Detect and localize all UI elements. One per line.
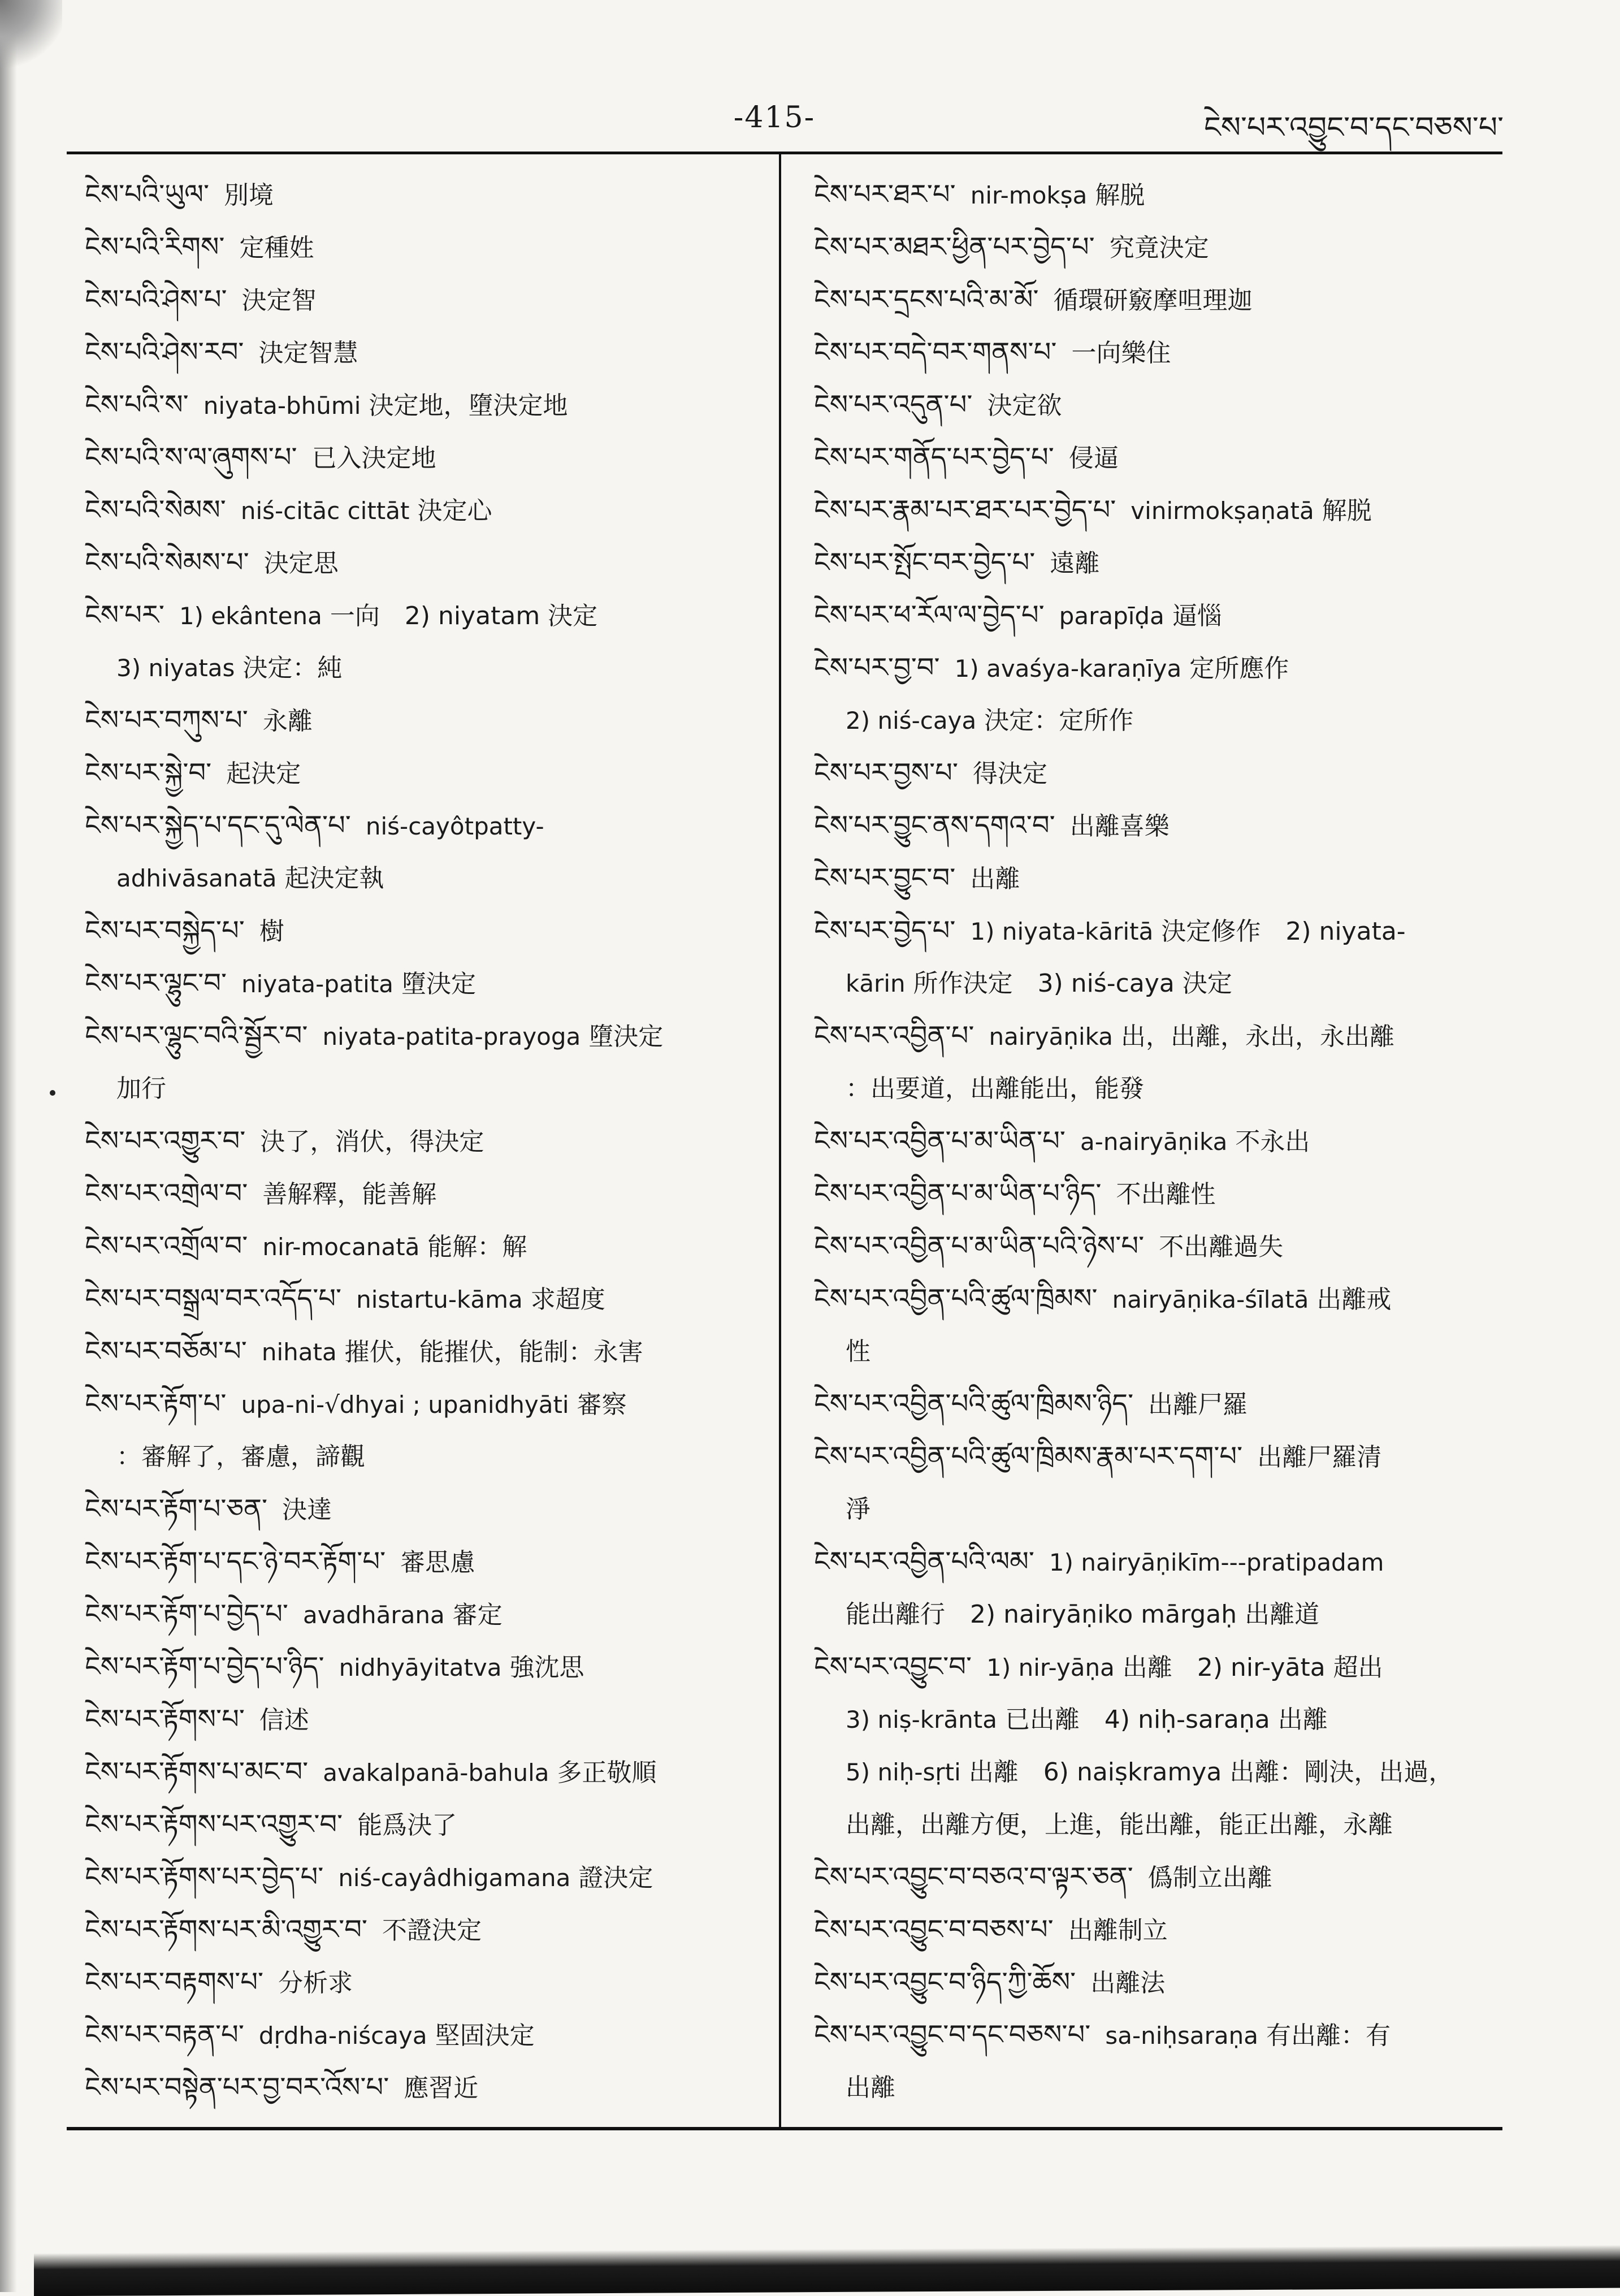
- chinese-gloss: 樹: [259, 917, 284, 946]
- dictionary-entry: [814, 1851, 1498, 1904]
- sanskrit-equivalent: 1) avaśya-karaṇīya: [954, 655, 1182, 682]
- chinese-gloss: 僞制立出離: [1147, 1863, 1272, 1892]
- dictionary-entry: [85, 537, 763, 589]
- dictionary-entry: [85, 221, 763, 274]
- tibetan-headword: ངེས་པར་མཐར་ཕྱིན་པར་བྱེད་པ་: [814, 231, 1095, 263]
- dictionary-entry: [85, 1536, 763, 1588]
- bottom-rule: [67, 2127, 1502, 2130]
- tibetan-headword: ངེས་པར་བསྒྲལ་བར་འདོད་པ་: [85, 1283, 342, 1315]
- dictionary-entry: [85, 168, 763, 221]
- tibetan-headword: ངེས་པར་བཅོམ་པ་: [85, 1335, 247, 1367]
- dictionary-entry: [85, 957, 763, 1010]
- dictionary-entry: [85, 326, 763, 379]
- dictionary-entry: [85, 1378, 763, 1430]
- tibetan-headword: ངེས་པར་བཀུས་པ་: [85, 704, 248, 736]
- sanskrit-equivalent: 3) niṣ-krānta: [846, 1706, 997, 1733]
- sanskrit-equivalent: nidhyāyitatva: [339, 1654, 502, 1681]
- tibetan-headword: ངེས་པར་བརྟན་པ་: [85, 2019, 244, 2051]
- dictionary-entry: [814, 1273, 1498, 1325]
- tibetan-headword: ངེས་པར་བྱ་བ་: [814, 652, 940, 684]
- dictionary-entry: [85, 799, 763, 852]
- chinese-gloss: 解脱: [1095, 181, 1145, 210]
- tibetan-headword: ངེས་པར་བྱུང་བ་: [814, 862, 956, 894]
- chinese-gloss: 不出離性: [1116, 1180, 1216, 1209]
- entry-continuation-line: [814, 694, 1498, 747]
- dictionary-entry: [814, 747, 1498, 799]
- sanskrit-equivalent: niyata-patita: [241, 970, 394, 998]
- tibetan-headword: ངེས་པར་གནོད་པར་བྱེད་པ་: [814, 442, 1054, 473]
- chinese-gloss: 解脱: [1322, 496, 1372, 525]
- sanskrit-equivalent: 1) nairyāṇikīm---pratipadam: [1049, 1549, 1384, 1576]
- dictionary-entry: [85, 2061, 763, 2114]
- tibetan-headword: ངེས་པར་འབྱིན་པ་མ་ཡིན་པ་: [814, 1125, 1065, 1157]
- chinese-gloss: 審思慮: [400, 1548, 475, 1577]
- tibetan-headword: ངེས་པར་རྟོག་པ་བྱེད་པ་ཉིད་: [85, 1651, 324, 1683]
- tibetan-headword: ངེས་པར་རྟོགས་པར་མི་འགྱུར་བ་: [85, 1914, 368, 1945]
- scan-shadow-left: [0, 0, 17, 2292]
- chinese-gloss: 強沈思: [509, 1653, 584, 1682]
- chinese-gloss: 起決定執: [284, 864, 384, 893]
- sanskrit-equivalent: niś-cayâdhigamana: [338, 1864, 571, 1892]
- dictionary-entry: [85, 431, 763, 484]
- chinese-gloss: 一向樂住: [1071, 339, 1171, 367]
- dictionary-entry: [814, 642, 1498, 694]
- tibetan-headword: ངེས་པའི་སེམས་པ་: [85, 547, 249, 578]
- sanskrit-equivalent: 1) nir-yāṇa: [986, 1654, 1115, 1681]
- chinese-gloss: 決達: [282, 1495, 332, 1524]
- dictionary-entry: [85, 1325, 763, 1378]
- chinese-gloss: 出離: [970, 864, 1020, 893]
- chinese-gloss: 決定思: [263, 549, 339, 578]
- entry-continuation-line: [814, 1483, 1498, 1536]
- chinese-gloss: 遠離: [1050, 549, 1100, 578]
- dictionary-entry: [814, 326, 1498, 379]
- tibetan-headword: ངེས་པར་: [85, 599, 164, 631]
- entry-continuation-line: [85, 1062, 763, 1115]
- sanskrit-equivalent: niyata-patita-prayoga: [322, 1023, 581, 1050]
- dictionary-entry: [814, 537, 1498, 589]
- dictionary-entry: [814, 1010, 1498, 1062]
- scan-shadow-corner: [0, 0, 62, 68]
- chinese-gloss: 審定: [452, 1601, 503, 1629]
- chinese-gloss: 定所應作: [1189, 654, 1289, 683]
- tibetan-headword: ངེས་པར་རྟོག་པ་བྱེད་པ་: [85, 1598, 289, 1630]
- tibetan-headword: ངེས་པར་རྟོག་པ་: [85, 1388, 227, 1420]
- chinese-gloss: 應習近: [404, 2074, 479, 2103]
- left-column: [85, 168, 763, 2114]
- chinese-gloss: 決定修作 2) niyata-: [1161, 917, 1406, 946]
- tibetan-headword: ངེས་པའི་རིགས་: [85, 231, 225, 263]
- dictionary-entry: [85, 379, 763, 431]
- chinese-gloss: 起決定: [226, 759, 301, 788]
- tibetan-headword: ངེས་པར་བསྐྱེད་པ་: [85, 915, 245, 946]
- sanskrit-equivalent: niyata-bhūmi: [203, 392, 361, 420]
- chinese-gloss: 出離: [846, 2073, 895, 2102]
- dictionary-entry: [85, 1904, 763, 1956]
- chinese-gloss: 別境: [224, 181, 274, 210]
- entry-continuation-line: [814, 2061, 1498, 2114]
- dictionary-entry: [814, 589, 1498, 642]
- tibetan-headword: ངེས་པར་རྟོགས་པ་: [85, 1703, 245, 1735]
- entry-continuation-line: [814, 957, 1498, 1010]
- chinese-gloss: 不證決定: [382, 1916, 482, 1945]
- tibetan-headword: ངེས་པར་རྟོག་པ་ཅན་: [85, 1493, 268, 1525]
- chinese-gloss: 有出離：有: [1266, 2021, 1391, 2050]
- tibetan-headword: ངེས་པར་བརྟགས་པ་: [85, 1966, 264, 1998]
- tibetan-headword: ངེས་པར་འབྱིན་པ་མ་ཡིན་པ་ཉིད་: [814, 1178, 1102, 1209]
- tibetan-headword: ངེས་པར་རྟོགས་པར་འགྱུར་བ་: [85, 1809, 343, 1840]
- chinese-gloss: 出離法: [1090, 1969, 1166, 1997]
- dictionary-entry: [814, 905, 1498, 957]
- chinese-gloss: 出離尸羅清: [1257, 1443, 1382, 1472]
- chinese-gloss: ：出要道，出離能出，能發: [846, 1074, 1144, 1103]
- tibetan-headword: ངེས་པར་བསྟེན་པར་བྱ་བར་འོས་པ་: [85, 2072, 389, 2103]
- chinese-gloss: 能出離行 2) nairyāṇiko mārgaḥ 出離道: [846, 1600, 1320, 1629]
- tibetan-headword: ངེས་པར་རྟོགས་པར་བྱེད་པ་: [85, 1861, 324, 1893]
- chinese-gloss: 多正敬順: [557, 1758, 657, 1787]
- chinese-gloss: 不出離過失: [1159, 1233, 1284, 1261]
- dictionary-entry: [814, 379, 1498, 431]
- dictionary-entry: [814, 431, 1498, 484]
- sanskrit-equivalent: nihata: [261, 1338, 337, 1366]
- dictionary-entry: [814, 1378, 1498, 1430]
- tibetan-headword: ངེས་པའི་ཡུལ་: [85, 179, 210, 210]
- sanskrit-equivalent: 1) niyata-kāritā: [970, 918, 1154, 945]
- chinese-gloss: 出離 6) naiṣkramya 出離：剛決，出過，: [968, 1758, 1454, 1787]
- sanskrit-equivalent: 3) niyatas: [116, 654, 235, 682]
- dictionary-entry: [85, 1588, 763, 1641]
- entry-continuation-line: [814, 1798, 1498, 1851]
- tibetan-headword: ངེས་པར་ལྷུང་བའི་སྦྱོར་བ་: [85, 1020, 308, 1052]
- sanskrit-equivalent: 5) niḥ-sṛti: [846, 1758, 961, 1786]
- chinese-gloss: 逼惱: [1172, 602, 1222, 630]
- scan-shadow-bottom: [34, 2245, 1620, 2296]
- chinese-gloss: 能爲決了: [357, 1811, 457, 1840]
- chinese-gloss: 不永出: [1235, 1127, 1310, 1156]
- tibetan-headword: ངེས་པར་ལྷུང་བ་: [85, 967, 227, 999]
- sanskrit-equivalent: sa-niḥsaraṇa: [1105, 2022, 1258, 2049]
- chinese-gloss: 一向 2) niyatam 決定: [330, 602, 598, 630]
- tibetan-headword: ངེས་པར་ཐར་པ་: [814, 179, 956, 210]
- dictionary-entry: [814, 1220, 1498, 1273]
- dictionary-entry: [85, 1641, 763, 1693]
- dictionary-entry: [85, 1115, 763, 1168]
- tibetan-headword: ངེས་པའི་ས་: [85, 389, 189, 421]
- dictionary-entry: [814, 168, 1498, 221]
- dictionary-entry: [814, 484, 1498, 537]
- dictionary-entry: [85, 694, 763, 747]
- dictionary-entry: [85, 1798, 763, 1851]
- chinese-gloss: 出離 2) nir-yāta 超出: [1122, 1653, 1383, 1682]
- sanskrit-equivalent: avadhārana: [303, 1601, 445, 1629]
- dictionary-entry: [85, 1483, 763, 1536]
- tibetan-headword: ངེས་པར་འབྱིན་པའི་ཚུལ་ཁྲིམས་ཉིད་: [814, 1388, 1134, 1420]
- chinese-gloss: 出離尸羅: [1148, 1390, 1248, 1419]
- dictionary-entry: [814, 1115, 1498, 1168]
- tibetan-headword: ངེས་པར་འབྱིན་པའི་ཚུལ་ཁྲིམས་: [814, 1283, 1098, 1315]
- sanskrit-equivalent: nir-mocanatā: [262, 1233, 420, 1261]
- chinese-gloss: 出離制立: [1068, 1916, 1168, 1945]
- chinese-gloss: 性: [846, 1337, 870, 1366]
- chinese-gloss: 能解：解: [427, 1233, 527, 1261]
- dictionary-entry: [85, 1851, 763, 1904]
- sanskrit-equivalent: adhivāsanatā: [116, 864, 277, 892]
- running-head: ངེས་པར་འབྱུང་བ་དང་བཅས་པ་: [1203, 111, 1504, 145]
- dictionary-entry: [85, 747, 763, 799]
- chinese-gloss: 分析求: [278, 1969, 353, 1997]
- sanskrit-equivalent: nairyāṇika: [989, 1023, 1113, 1050]
- top-rule: [67, 152, 1502, 154]
- tibetan-headword: ངེས་པར་བྱས་པ་: [814, 757, 959, 789]
- chinese-gloss: 定種姓: [239, 234, 314, 262]
- chinese-gloss: 出離，出離方便，上進，能出離，能正出離，永離: [846, 1810, 1393, 1839]
- chinese-gloss: 墮決定: [588, 1022, 664, 1051]
- chinese-gloss: 決了，消伏，得決定: [260, 1127, 484, 1156]
- tibetan-headword: ངེས་པར་འགྲོལ་བ་: [85, 1230, 248, 1262]
- dictionary-entry: [85, 274, 763, 326]
- tibetan-headword: ངེས་པའི་ཤེས་རབ་: [85, 336, 244, 368]
- entry-continuation-line: [85, 642, 763, 694]
- page-number: -415-: [733, 101, 816, 135]
- stray-mark: [50, 1090, 55, 1096]
- sanskrit-equivalent: avakalpanā-bahula: [323, 1759, 549, 1787]
- tibetan-headword: ངེས་པར་ཕ་རོལ་ལ་བྱེད་པ་: [814, 599, 1045, 631]
- chinese-gloss: 決定地，墮決定地: [369, 391, 568, 420]
- dictionary-entry: [85, 905, 763, 957]
- chinese-gloss: 善解釋，能善解: [262, 1180, 437, 1209]
- chinese-gloss: 循環研竅摩呾理迦: [1053, 286, 1253, 315]
- tibetan-headword: ངེས་པར་འབྱུང་བ་དང་བཅས་པ་: [814, 2019, 1091, 2051]
- tibetan-headword: ངེས་པར་བྱེད་པ་: [814, 915, 956, 946]
- dictionary-entry: [85, 1168, 763, 1220]
- dictionary-entry: [814, 1430, 1498, 1483]
- tibetan-headword: ངེས་པར་བྱུང་ནས་དགའ་བ་: [814, 810, 1055, 841]
- tibetan-headword: ངེས་པར་འགྲེལ་བ་: [85, 1178, 248, 1209]
- sanskrit-equivalent: 2) niś-caya: [846, 707, 977, 734]
- dictionary-entry: [814, 221, 1498, 274]
- entry-continuation-line: [814, 1062, 1498, 1115]
- entry-continuation-line: [814, 1325, 1498, 1378]
- tibetan-headword: ངེས་པར་འདུན་པ་: [814, 389, 973, 421]
- dictionary-entry: [85, 1273, 763, 1325]
- tibetan-headword: ངེས་པར་རྟོགས་པ་མང་བ་: [85, 1756, 309, 1788]
- tibetan-headword: ངེས་པར་དྲངས་པའི་མ་མོ་: [814, 284, 1039, 315]
- dictionary-entry: [85, 589, 763, 642]
- entry-continuation-line: [814, 1588, 1498, 1641]
- right-column: [814, 168, 1498, 2114]
- chinese-gloss: 堅固決定: [435, 2021, 535, 2050]
- sanskrit-equivalent: nir-mokṣa: [970, 181, 1088, 209]
- sanskrit-equivalent: kārin: [846, 970, 906, 997]
- tibetan-headword: ངེས་པར་འབྱིན་པའི་ཚུལ་ཁྲིམས་རྣམ་པར་དག་པ་: [814, 1441, 1243, 1472]
- chinese-gloss: 決定欲: [987, 391, 1062, 420]
- chinese-gloss: 所作決定 3) niś-caya 決定: [913, 969, 1232, 998]
- sanskrit-equivalent: 1) ekântena: [179, 602, 322, 630]
- tibetan-headword: ངེས་པའི་ཤེས་པ་: [85, 284, 227, 315]
- dictionary-entry: [85, 1010, 763, 1062]
- sanskrit-equivalent: a-nairyāṇika: [1080, 1128, 1228, 1156]
- sanskrit-equivalent: parapīḍa: [1059, 602, 1164, 630]
- dictionary-entry: [814, 274, 1498, 326]
- chinese-gloss: 信述: [259, 1706, 309, 1735]
- dictionary-entry: [85, 2009, 763, 2061]
- tibetan-headword: ངེས་པར་འབྱིན་པའི་ལམ་: [814, 1546, 1034, 1577]
- dictionary-entry: [85, 1956, 763, 2009]
- chinese-gloss: 證決定: [578, 1863, 653, 1892]
- tibetan-headword: ངེས་པའི་ས་ལ་ཞུགས་པ་: [85, 442, 297, 473]
- tibetan-headword: ངེས་པར་འབྱུང་བ་བཅའ་བ་ལྟར་ཅན་: [814, 1861, 1133, 1893]
- tibetan-headword: ངེས་པར་སྐྱེད་པ་དང་དུ་ལེན་པ་: [85, 810, 351, 841]
- tibetan-headword: ངེས་པའི་སེམས་: [85, 494, 226, 526]
- chinese-gloss: 決定智慧: [258, 339, 358, 367]
- dictionary-entry: [814, 799, 1498, 852]
- sanskrit-equivalent: nistartu-kāma: [356, 1286, 523, 1313]
- entry-continuation-line: [814, 1693, 1498, 1746]
- sanskrit-equivalent: upa-ni-√dhyai ; upanidhyāti: [241, 1391, 569, 1419]
- column-divider: [779, 153, 781, 2128]
- chinese-gloss: 審察: [577, 1390, 627, 1419]
- tibetan-headword: ངེས་པར་རྟོག་པ་དང་ཉེ་བར་རྟོག་པ་: [85, 1546, 386, 1577]
- chinese-gloss: 決定：純: [242, 654, 343, 682]
- sanskrit-equivalent: niś-citāc cittāt: [240, 497, 410, 525]
- tibetan-headword: ངེས་པར་རྣམ་པར་ཐར་པར་བྱེད་པ་: [814, 494, 1116, 526]
- chinese-gloss: 加行: [116, 1074, 166, 1103]
- chinese-gloss: 摧伏，能摧伏，能制：永害: [344, 1338, 643, 1367]
- tibetan-headword: ངེས་པར་བདེ་བར་གནས་པ་: [814, 336, 1057, 368]
- chinese-gloss: 出離喜樂: [1069, 812, 1169, 841]
- tibetan-headword: ངེས་པར་སྤོང་བར་བྱེད་པ་: [814, 547, 1036, 578]
- dictionary-entry: [85, 484, 763, 537]
- tibetan-headword: ངེས་པར་འབྱུང་བ་ཉིད་ཀྱི་ཆོས་: [814, 1966, 1076, 1998]
- chinese-gloss: 淨: [846, 1495, 870, 1524]
- dictionary-entry: [814, 1641, 1498, 1693]
- tibetan-headword: ངེས་པར་འགྱུར་བ་: [85, 1125, 246, 1157]
- sanskrit-equivalent: nairyāṇika-śīlatā: [1112, 1286, 1309, 1313]
- chinese-gloss: 求超度: [530, 1285, 605, 1314]
- dictionary-entry: [814, 852, 1498, 905]
- entry-continuation-line: [85, 1430, 763, 1483]
- dictionary-entry: [814, 2009, 1498, 2061]
- chinese-gloss: 決定心: [417, 496, 492, 525]
- dictionary-entry: [814, 1956, 1498, 2009]
- chinese-gloss: 墮決定: [401, 970, 477, 998]
- tibetan-headword: ངེས་པར་སྐྱེ་བ་: [85, 757, 212, 789]
- dictionary-entry: [814, 1536, 1498, 1588]
- chinese-gloss: 決定智: [241, 286, 317, 315]
- tibetan-headword: ངེས་པར་འབྱིན་པ་: [814, 1020, 974, 1052]
- chinese-gloss: ：審解了，審慮，諦觀: [116, 1442, 365, 1471]
- sanskrit-equivalent: dṛdha-niścaya: [258, 2022, 427, 2049]
- chinese-gloss: 永離: [262, 707, 313, 736]
- dictionary-entry: [814, 1168, 1498, 1220]
- chinese-gloss: 出離戒: [1316, 1285, 1392, 1314]
- dictionary-entry: [85, 1693, 763, 1746]
- tibetan-headword: ངེས་པར་འབྱུང་བ་བཅས་པ་: [814, 1914, 1054, 1945]
- tibetan-headword: ངེས་པར་འབྱིན་པ་མ་ཡིན་པའི་ཉེས་པ་: [814, 1230, 1145, 1262]
- chinese-gloss: 出，出離，永出，永出離: [1120, 1022, 1394, 1051]
- chinese-gloss: 已出離 4) niḥ-saraṇa 出離: [1004, 1705, 1328, 1734]
- entry-continuation-line: [814, 1746, 1498, 1798]
- chinese-gloss: 得決定: [973, 759, 1048, 788]
- tibetan-headword: ངེས་པར་འབྱུང་བ་: [814, 1651, 972, 1683]
- sanskrit-equivalent: vinirmokṣaṇatā: [1130, 497, 1314, 525]
- chinese-gloss: 究竟決定: [1109, 234, 1209, 262]
- sanskrit-equivalent: niś-cayôtpatty-: [365, 812, 544, 840]
- chinese-gloss: 已入決定地: [311, 444, 436, 473]
- dictionary-entry: [814, 1904, 1498, 1956]
- dictionary-entry: [85, 1220, 763, 1273]
- chinese-gloss: 侵逼: [1068, 444, 1119, 473]
- chinese-gloss: 決定：定所作: [984, 706, 1134, 735]
- entry-continuation-line: [85, 852, 763, 905]
- dictionary-entry: [85, 1746, 763, 1798]
